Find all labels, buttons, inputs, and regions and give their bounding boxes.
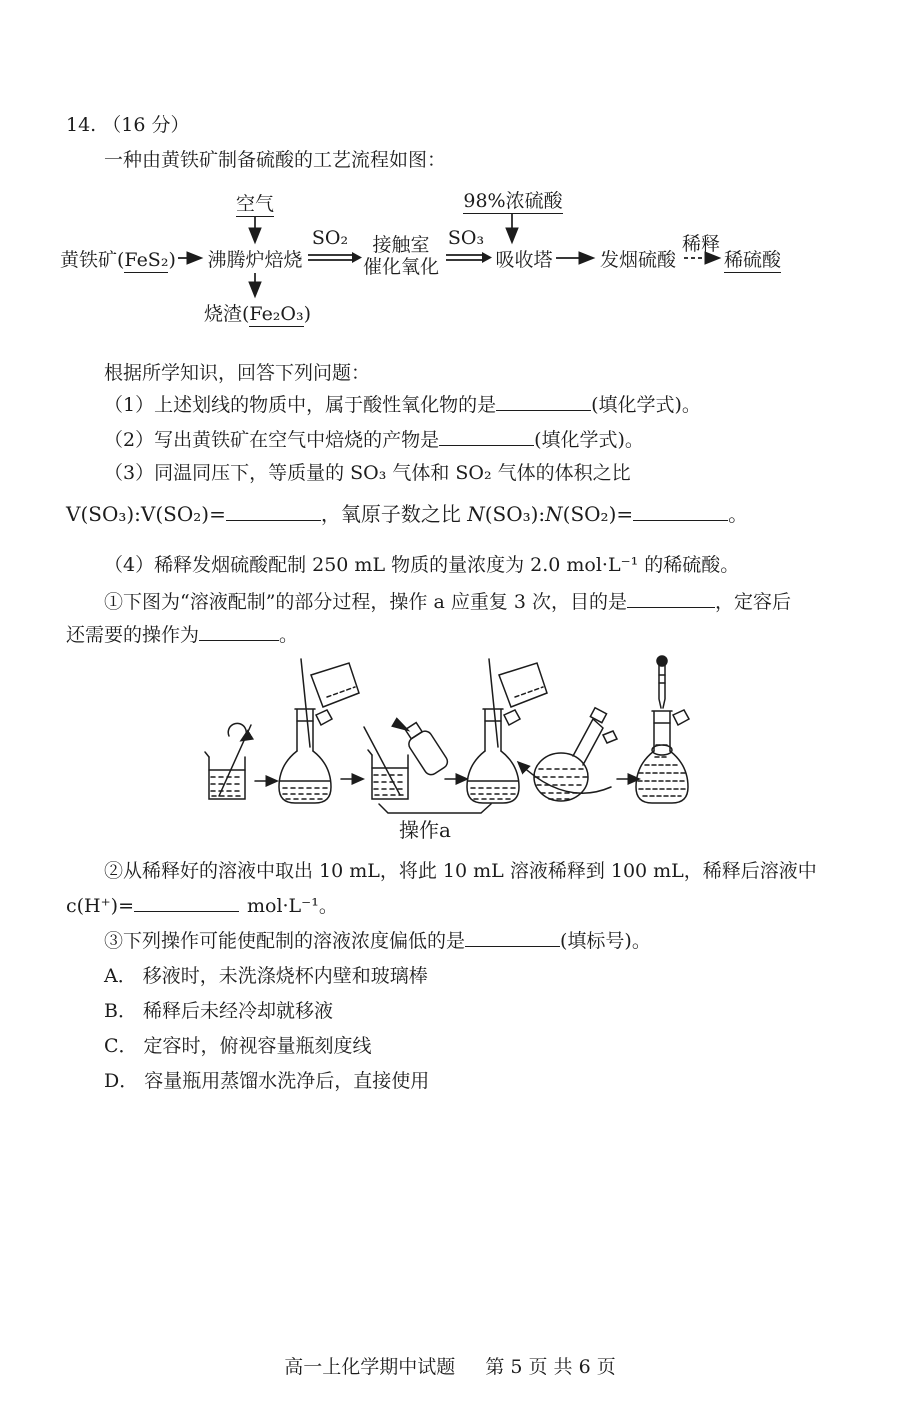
beaker-with-rod	[205, 723, 251, 799]
invert-arrow-icon	[519, 763, 611, 793]
flow-node-roaster: 沸腾炉焙烧	[207, 249, 303, 271]
option-c: C． 定容时，俯视容量瓶刻度线	[104, 1035, 372, 1057]
flow-node-absorber: 吸收塔	[495, 249, 553, 271]
stopper-icon	[504, 710, 520, 725]
glassware-diagram	[183, 653, 703, 818]
so3-double-arrow	[446, 255, 482, 260]
option-a: A． 移液时，未洗涤烧杯内壁和玻璃棒	[104, 965, 428, 987]
question-4-sub2: ②从稀释好的溶液中取出 10 mL，将此 10 mL 溶液稀释到 100 mL，稀释后溶液中	[104, 860, 817, 882]
answer-blank-q3a	[226, 499, 321, 521]
footer-title: 高一上化学期中试题	[284, 1356, 456, 1378]
answer-blank-q4s1b	[199, 620, 279, 641]
so3-arrowhead	[482, 252, 492, 263]
glass-rod-icon	[364, 727, 400, 795]
question-4-sub3: ③下列操作可能使配制的溶液浓度偏低的是 (填标号)。	[104, 926, 651, 953]
footer-page-number: 第 5 页 共 6 页	[485, 1356, 616, 1378]
answer-blank-q1	[496, 390, 591, 411]
solution-preparation-diagram	[183, 653, 703, 818]
question-3-ratio-line: V(SO₃):V(SO₂)= ，氧原子数之比 N(SO₃):N(SO₂)= 。	[66, 498, 748, 527]
answer-blank-q3b	[633, 499, 728, 521]
beaker-wash-bottle	[364, 708, 450, 799]
stopper-icon	[603, 731, 617, 743]
question-1: （1）上述划线的物质中，属于酸性氧化物的是 (填化学式)。	[104, 390, 701, 417]
flow-node-oleum: 发烟硫酸	[599, 249, 676, 271]
stopper-icon	[673, 710, 689, 725]
question-intro: 一种由黄铁矿制备硫酸的工艺流程如图：	[104, 149, 447, 171]
dropper-icon	[657, 656, 667, 708]
flow-node-dilute-acid: 稀硫酸	[724, 249, 782, 271]
operation-a-caption: 操作a	[399, 818, 451, 842]
question-4-sub2-line2: c(H⁺)= mol·L⁻¹。	[66, 891, 338, 918]
so2-double-arrow	[308, 255, 352, 260]
lead-line: 根据所学知识，回答下列问题：	[104, 362, 371, 384]
question-4: （4）稀释发烟硫酸配制 250 mL 物质的量浓度为 2.0 mol·L⁻¹ 的稀硫酸。	[104, 554, 740, 576]
flow-dilute-label: 稀释	[681, 233, 720, 255]
question-4-sub1-line2: 还需要的操作为 。	[66, 620, 298, 647]
operation-a-bracket	[379, 804, 491, 813]
answer-blank-q2	[439, 425, 534, 446]
answer-blank-q4s1a	[627, 587, 715, 608]
stopper-icon	[316, 710, 332, 725]
answer-blank-q4s2	[134, 891, 239, 912]
volumetric-flask-transfer-1	[279, 659, 359, 803]
flow-so3-label: SO₃	[447, 227, 485, 249]
answer-blank-q4s3	[465, 926, 560, 947]
option-d: D． 容量瓶用蒸馏水洗净后，直接使用	[104, 1070, 430, 1092]
question-number: 14. （16 分）	[66, 114, 190, 136]
flow-node-pyrite: 黄铁矿(FeS₂)	[60, 249, 176, 271]
glass-rod-icon	[301, 659, 310, 747]
flow-node-contact: 接触室 催化氧化	[362, 234, 439, 278]
flow-node-residue: 烧渣(Fe₂O₃)	[204, 303, 312, 325]
pouring-beaker-icon	[499, 663, 547, 707]
option-b: B． 稀释后未经冷却就移液	[104, 1000, 333, 1022]
stir-arrow-icon	[228, 723, 246, 740]
glass-rod-icon	[489, 659, 498, 747]
flow-so2-label: SO₂	[311, 227, 349, 249]
flask-mixing	[519, 708, 617, 801]
flow-input-acid98: 98%浓硫酸	[463, 190, 563, 212]
process-flowchart	[0, 183, 900, 343]
flask-dropper	[636, 656, 689, 803]
page-footer	[284, 1352, 615, 1379]
pouring-beaker-icon	[311, 663, 359, 707]
question-2: （2）写出黄铁矿在空气中焙烧的产物是 (填化学式)。	[104, 425, 644, 452]
question-4-sub1: ①下图为“溶液配制”的部分过程，操作 a 应重复 3 次，目的是 ，定容后	[104, 587, 791, 614]
question-3: （3）同温同压下，等质量的 SO₃ 气体和 SO₂ 气体的体积之比	[104, 462, 631, 484]
flow-input-air: 空气	[235, 193, 274, 215]
